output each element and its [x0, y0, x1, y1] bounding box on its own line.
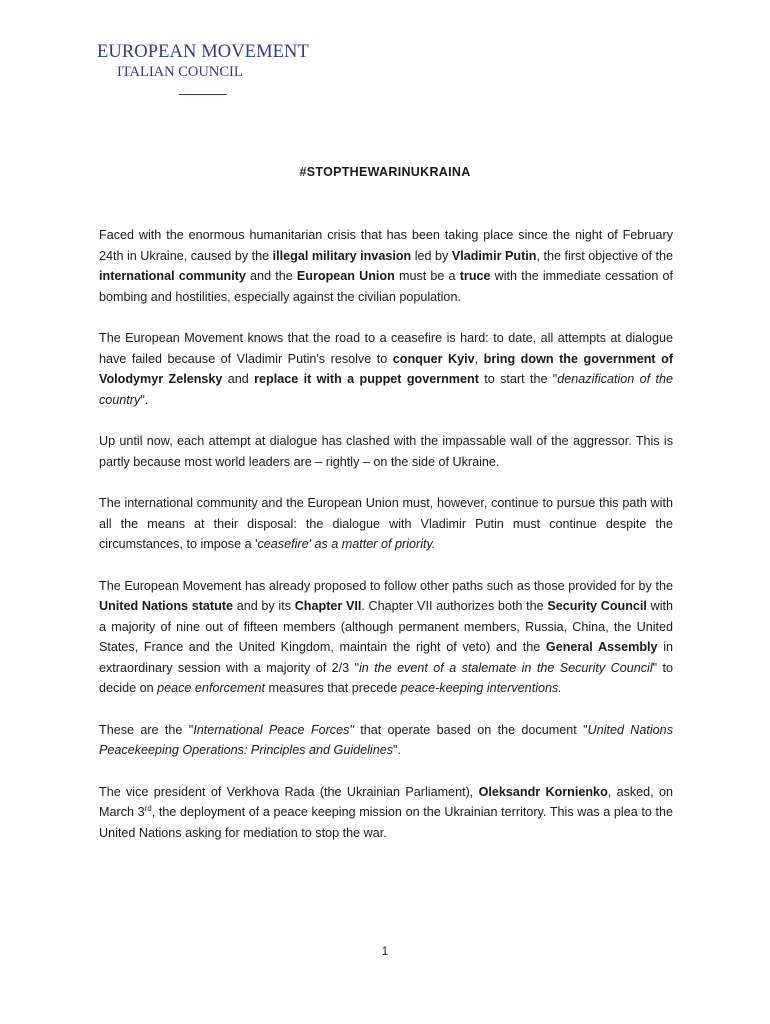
- italic-text: denazification of the country: [99, 372, 673, 407]
- letterhead-council: ITALIAN COUNCIL: [117, 64, 243, 80]
- bold-text: Security Council: [547, 599, 647, 613]
- text-run: The European Movement knows that the road to a ceasefire is hard: to date, all attempts at dialogue have failed because of Vladimir Putin's resolve to: [99, 331, 673, 366]
- text-run: led by: [411, 248, 452, 263]
- bold-text: illegal military invasion: [272, 248, 412, 263]
- bold-text: Chapter VII: [294, 599, 362, 613]
- document-title: #STOPTHEWARINUKRAINA: [299, 165, 471, 179]
- text-run: . Chapter VII authorizes both the: [361, 599, 548, 613]
- paragraph-kornienko: [99, 782, 673, 844]
- italic-text: peace-keeping interventions.: [400, 681, 562, 695]
- text-run: The vice president of Verkhova Rada (the Ukrainian Parliament),: [99, 784, 479, 799]
- bold-text: truce: [459, 269, 491, 283]
- bold-text: European Union: [296, 269, 395, 283]
- bold-text: Oleksandr Kornienko: [478, 784, 608, 799]
- text-run: , asked, on March 3: [99, 784, 673, 819]
- text-run: These are the ": [99, 722, 194, 737]
- text-run: with a majority of nine out of fifteen members (although permanent members, Russia, China, the United States, France and the United Kingdom, maintain the right of veto) and the: [99, 599, 673, 654]
- bold-text: international community: [99, 269, 246, 283]
- bold-text: Vladimir Putin: [451, 248, 537, 263]
- text-run: and: [222, 372, 255, 386]
- italic-text: United Nations Peacekeeping Operations: Principles and Guidelines: [99, 722, 673, 757]
- text-run: that operate based on the document ": [353, 722, 588, 737]
- text-run: " to decide on: [99, 660, 674, 695]
- text-run: Up until now, each attempt at dialogue has clashed with the impassable wall of the aggressor. This is partly because most world leaders are – rightly – on the side of Ukraine.: [99, 434, 673, 469]
- bold-text: General Assembly: [545, 640, 658, 654]
- text-run: , the deployment of a peace keeping mission on the Ukrainian territory. This was a plea to the United Nations asking for mediation to stop the war.: [99, 805, 674, 840]
- text-run: and the: [245, 269, 297, 283]
- page-number: 1: [381, 946, 389, 958]
- text-run: The international community and the European Union must, however, continue to pursue this path with all the means at their disposal: the dialogue with Vladimir Putin must continue despite the circumstances, to impose a ': [99, 496, 673, 551]
- paragraph-impassable-wall: [99, 431, 673, 472]
- bold-text: United Nations statute: [99, 599, 234, 613]
- bold-text: conquer Kyiv: [392, 351, 475, 366]
- italic-text: in the event of a stalemate in the Security Council: [358, 660, 653, 675]
- text-run: ".: [393, 743, 402, 757]
- text-run: with the immediate cessation of bombing and hostilities, especially against the civilian population.: [99, 269, 673, 304]
- letterhead-org: EUROPEAN MOVEMENT: [97, 42, 309, 62]
- text-run: in extraordinary session with a majority of 2/3 ": [99, 640, 673, 675]
- letterhead-divider: [179, 94, 227, 95]
- text-run: must be a: [394, 269, 460, 283]
- letterhead: [97, 41, 312, 95]
- text-run: measures that precede: [264, 681, 401, 695]
- italic-text: ceasefire' as a matter of priority.: [257, 537, 436, 551]
- italic-text: peace enforcement: [157, 681, 265, 695]
- text-run: ,: [474, 351, 484, 366]
- text-run: Faced with the enormous humanitarian crisis that has been taking place since the night of February 24th in Ukraine, caused by the: [99, 228, 673, 263]
- paragraph-un-chapter-vii: [99, 576, 673, 699]
- text-run: ".: [140, 392, 149, 407]
- paragraph-ceasefire-road: [99, 328, 673, 410]
- text-run: to start the ": [478, 372, 558, 386]
- text-run: and by its: [233, 599, 295, 613]
- paragraph-continue-dialogue: [99, 493, 673, 555]
- superscript-text: rd: [144, 803, 152, 813]
- paragraph-peace-forces: [99, 720, 673, 761]
- text-run: The European Movement has already proposed to follow other paths such as those provided for by the: [99, 578, 673, 593]
- italic-text: International Peace Forces": [193, 722, 354, 737]
- text-run: , the first objective of the: [536, 248, 674, 263]
- document-body: [99, 225, 673, 864]
- bold-text: bring down the government of Volodymyr Zelensky: [99, 351, 674, 386]
- bold-text: replace it with a puppet government: [254, 372, 479, 386]
- paragraph-humanitarian-crisis: [99, 225, 673, 307]
